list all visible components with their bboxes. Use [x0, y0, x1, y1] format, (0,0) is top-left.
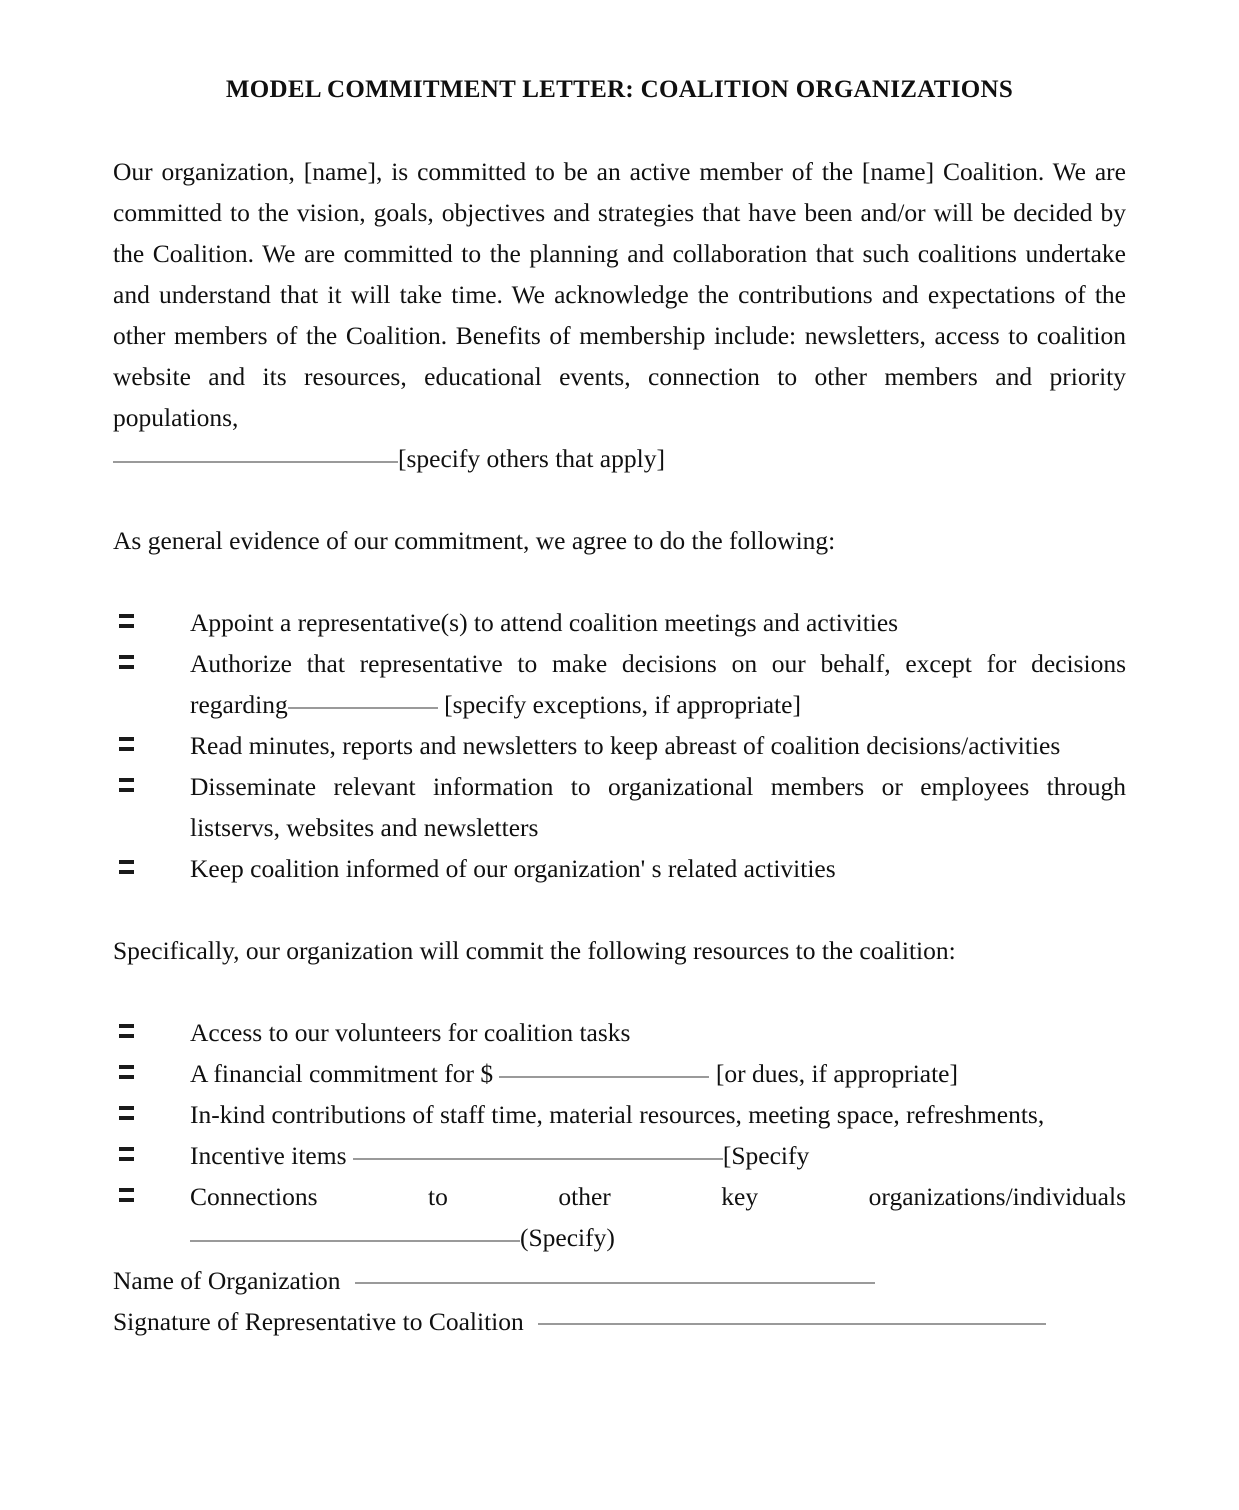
list-item — [113, 643, 1126, 725]
list-item — [113, 766, 1126, 848]
list-item-instruction: [or dues, if appropriate] — [715, 1058, 958, 1088]
list-item-instruction: (Specify) — [520, 1222, 615, 1252]
list-item-text: Appoint a representative(s) to attend coalition meetings and activities — [190, 607, 899, 637]
list-item — [113, 1094, 1126, 1135]
list-item-text: Connections to other key organizations/individuals — [190, 1181, 1126, 1211]
checkbox-bullet-icon — [118, 1022, 135, 1043]
checkbox-bullet-icon — [118, 858, 135, 879]
list-item — [113, 1135, 1126, 1176]
list-item-text: Authorize that representative to make decisions on our behalf, except for decisions regarding — [190, 648, 1126, 719]
checkbox-bullet-icon — [118, 776, 135, 797]
checkbox-bullet-icon — [118, 1063, 135, 1084]
list-item-text: Access to our volunteers for coalition tasks — [190, 1017, 631, 1047]
list-item-text: Read minutes, reports and newsletters to keep abreast of coalition decisions/activities — [190, 730, 1061, 760]
intro-fill-line — [113, 438, 1126, 479]
list-item-text: Keep coalition informed of our organization' s related activities — [190, 853, 836, 883]
list-item — [113, 848, 1126, 889]
organization-name-row — [113, 1260, 1126, 1301]
checkbox-bullet-icon — [118, 1186, 135, 1207]
section-one-list — [113, 602, 1126, 889]
list-item-text: In-kind contributions of staff time, material resources, meeting space, refreshments, — [190, 1099, 1045, 1129]
list-item-instruction: [specify exceptions, if appropriate] — [444, 689, 801, 719]
checkbox-bullet-icon — [118, 653, 135, 674]
list-item — [113, 1176, 1126, 1258]
incentive-items-blank-rule[interactable] — [353, 1158, 723, 1160]
checkbox-bullet-icon — [118, 1104, 135, 1125]
intro-blank-rule[interactable] — [113, 461, 398, 463]
list-item-text: Incentive items — [190, 1140, 347, 1170]
checkbox-bullet-icon — [118, 1145, 135, 1166]
section-one-lead-in: As general evidence of our commitment, we agree to do the following: — [113, 525, 836, 555]
list-item — [113, 725, 1126, 766]
page-title: MODEL COMMITMENT LETTER: COALITION ORGANIZATIONS — [225, 76, 1014, 103]
exceptions-blank-rule[interactable] — [288, 707, 438, 709]
signature-row — [113, 1301, 1126, 1342]
financial-amount-blank-rule[interactable] — [499, 1076, 709, 1078]
intro-paragraph: Our organization, [name], is committed to be an active member of the [name] Coalition. We are committed to the vision, goals, objectives and strategies that have been and/or will be decided by the Coalition. We are committed to the planning and collaboration that such coalitions undertake and understand that it will take time. We acknowledge the contributions and expectations of the other members of the Coalition. Benefits of membership include: newsletters, access to coalition website and its resources, educational events, connection to other members and priority populations, — [113, 156, 1126, 432]
checkbox-bullet-icon — [118, 735, 135, 756]
signature-block — [113, 1260, 1126, 1342]
connections-blank-rule[interactable] — [190, 1240, 520, 1242]
checkbox-bullet-icon — [118, 612, 135, 633]
list-item-text: A financial commitment for $ — [190, 1058, 494, 1088]
signature-label: Signature of Representative to Coalition — [113, 1306, 524, 1336]
intro-fill-instruction: [specify others that apply] — [398, 443, 665, 473]
list-item — [113, 1012, 1126, 1053]
list-item-text: Disseminate relevant information to organizational members or employees through listservs, websites and newsletters — [190, 771, 1126, 842]
list-item — [113, 602, 1126, 643]
organization-name-label: Name of Organization — [113, 1265, 341, 1295]
list-item-instruction: [Specify — [722, 1140, 810, 1170]
organization-name-input[interactable] — [355, 1282, 875, 1284]
list-item — [113, 1053, 1126, 1094]
signature-input[interactable] — [538, 1323, 1046, 1325]
section-two-lead-in: Specifically, our organization will commit the following resources to the coalition: — [113, 935, 956, 965]
section-two-list — [113, 1012, 1126, 1258]
